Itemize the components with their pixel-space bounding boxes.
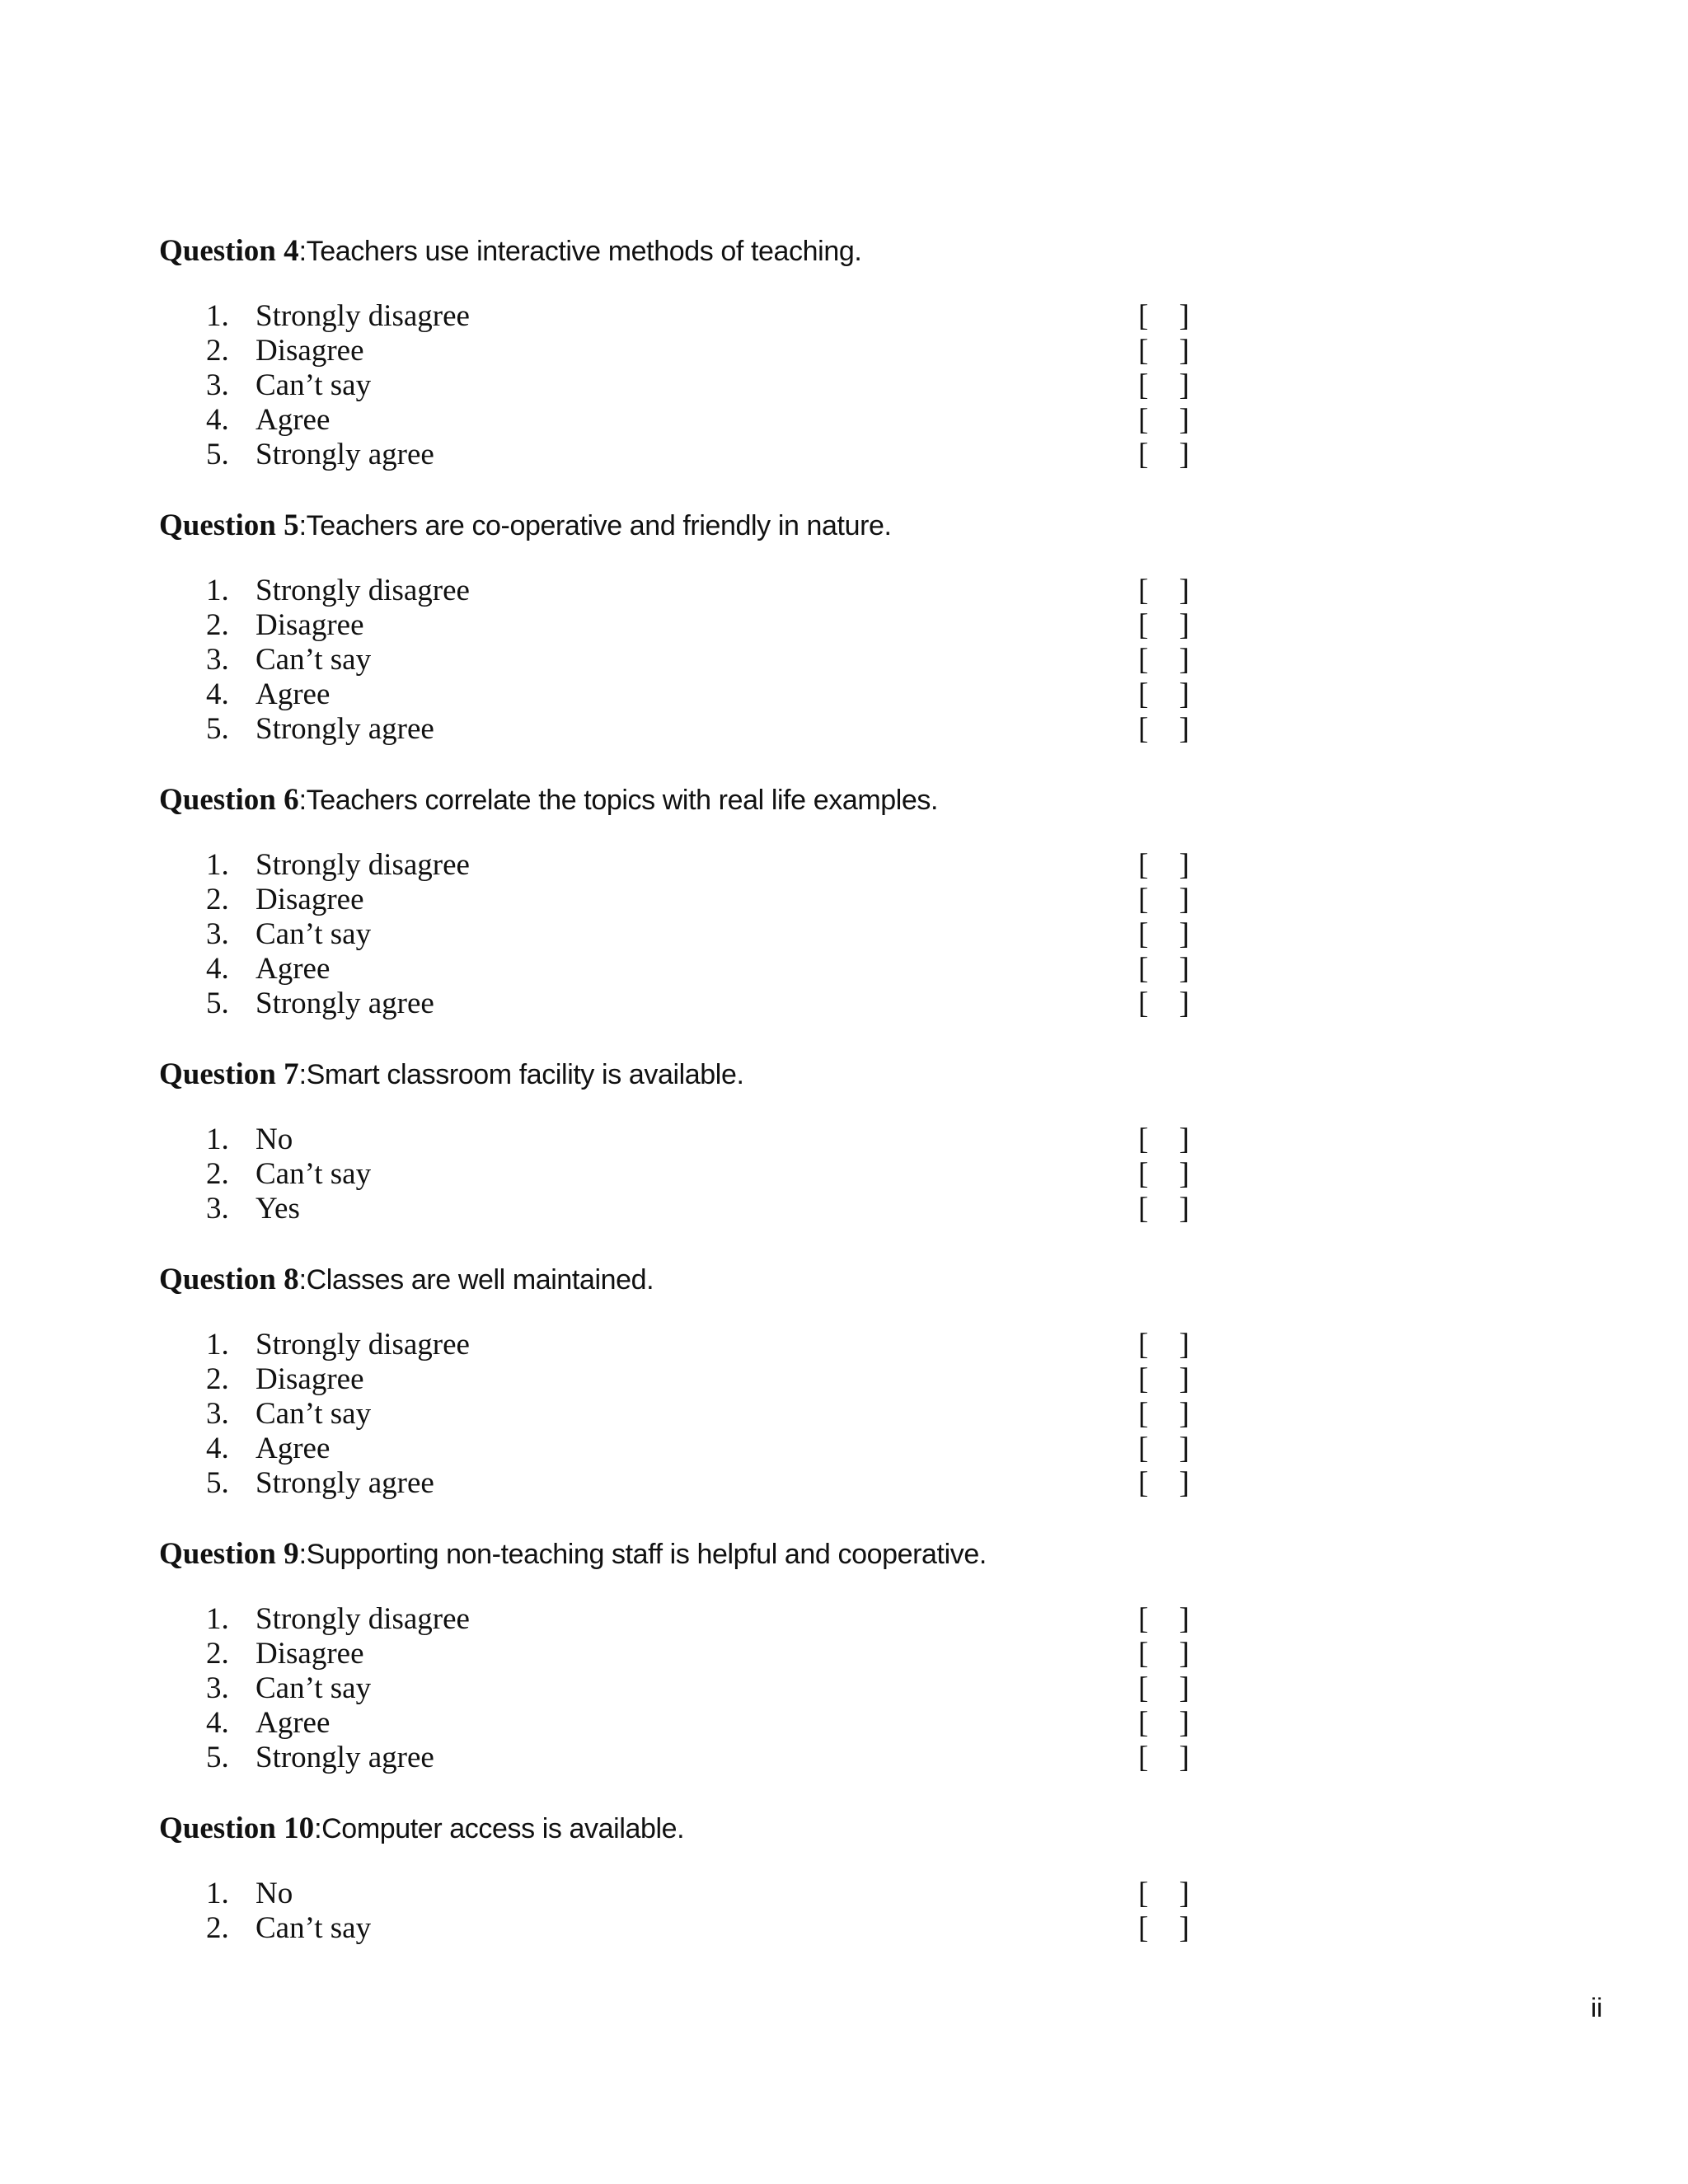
- option-checkbox[interactable]: [1138, 1122, 1189, 1157]
- answer-option: [159, 1157, 1231, 1192]
- checkbox-close-bracket: ]: [1179, 1466, 1189, 1500]
- answer-option: [159, 1637, 1231, 1671]
- checkbox-close-bracket: ]: [1179, 1741, 1189, 1774]
- option-checkbox[interactable]: [1138, 848, 1189, 883]
- option-label: Agree: [256, 1432, 331, 1465]
- answer-option: [159, 403, 1231, 438]
- option-checkbox[interactable]: [1138, 574, 1189, 608]
- checkbox-close-bracket: ]: [1179, 368, 1189, 402]
- option-checkbox[interactable]: [1138, 1466, 1189, 1501]
- answer-option: [159, 643, 1231, 677]
- option-checkbox[interactable]: [1138, 1328, 1189, 1362]
- option-checkbox[interactable]: [1138, 1192, 1189, 1226]
- question-block: [159, 1258, 1231, 1501]
- question-separator: :: [298, 1539, 307, 1570]
- answer-option: [159, 848, 1231, 883]
- option-checkbox[interactable]: [1138, 1397, 1189, 1432]
- answer-option: [159, 1397, 1231, 1432]
- question-heading: [159, 1052, 1231, 1097]
- answer-option: [159, 712, 1231, 747]
- option-checkbox[interactable]: [1138, 1671, 1189, 1706]
- option-number: 3.: [206, 1671, 229, 1705]
- answer-option: [159, 299, 1231, 334]
- checkbox-open-bracket: [: [1138, 712, 1149, 746]
- answer-option: [159, 1328, 1231, 1362]
- answer-option: [159, 677, 1231, 712]
- question-text: Computer access is available.: [321, 1813, 685, 1844]
- checkbox-open-bracket: [: [1138, 403, 1149, 437]
- option-label: No: [256, 1122, 293, 1156]
- checkbox-close-bracket: ]: [1179, 1706, 1189, 1740]
- question-block: [159, 1807, 1231, 1946]
- checkbox-open-bracket: [: [1138, 677, 1149, 711]
- checkbox-open-bracket: [: [1138, 1466, 1149, 1500]
- option-label: Agree: [256, 1706, 331, 1740]
- option-label: Strongly disagree: [256, 1602, 470, 1636]
- answer-option: [159, 987, 1231, 1021]
- option-checkbox[interactable]: [1138, 883, 1189, 917]
- question-text: Classes are well maintained.: [306, 1264, 654, 1296]
- option-number: 3.: [206, 1397, 229, 1431]
- checkbox-open-bracket: [: [1138, 608, 1149, 642]
- option-label: Strongly disagree: [256, 1328, 470, 1361]
- checkbox-open-bracket: [: [1138, 299, 1149, 333]
- checkbox-close-bracket: ]: [1179, 952, 1189, 986]
- answer-option: [159, 1911, 1231, 1946]
- checkbox-close-bracket: ]: [1179, 334, 1189, 368]
- option-checkbox[interactable]: [1138, 1602, 1189, 1637]
- answer-option: [159, 334, 1231, 368]
- checkbox-open-bracket: [: [1138, 334, 1149, 368]
- option-checkbox[interactable]: [1138, 1637, 1189, 1671]
- option-number: 2.: [206, 1157, 229, 1191]
- option-checkbox[interactable]: [1138, 403, 1189, 438]
- option-number: 1.: [206, 1122, 229, 1156]
- checkbox-close-bracket: ]: [1179, 883, 1189, 916]
- question-text: Smart classroom facility is available.: [306, 1059, 744, 1090]
- checkbox-open-bracket: [: [1138, 1602, 1149, 1636]
- question-heading: [159, 1258, 1231, 1302]
- checkbox-open-bracket: [: [1138, 883, 1149, 916]
- checkbox-close-bracket: ]: [1179, 438, 1189, 471]
- option-checkbox[interactable]: [1138, 1432, 1189, 1466]
- question-block: [159, 504, 1231, 747]
- question-text: Teachers are co-operative and friendly in nature.: [306, 510, 892, 541]
- option-label: Strongly agree: [256, 1466, 434, 1500]
- checkbox-open-bracket: [: [1138, 643, 1149, 677]
- question-label: Question 8: [159, 1263, 299, 1296]
- checkbox-open-bracket: [: [1138, 987, 1149, 1020]
- question-label: Question 10: [159, 1811, 315, 1845]
- question-text: Teachers use interactive methods of teaching.: [306, 236, 862, 267]
- checkbox-open-bracket: [: [1138, 368, 1149, 402]
- checkbox-close-bracket: ]: [1179, 608, 1189, 642]
- option-number: 3.: [206, 643, 229, 677]
- answer-option: [159, 1706, 1231, 1741]
- answer-option: [159, 1602, 1231, 1637]
- option-label: Can’t say: [256, 917, 372, 951]
- question-heading: [159, 229, 1231, 274]
- checkbox-close-bracket: ]: [1179, 917, 1189, 951]
- question-block: [159, 1532, 1231, 1775]
- checkbox-close-bracket: ]: [1179, 677, 1189, 711]
- question-separator: :: [298, 1264, 307, 1296]
- checkbox-open-bracket: [: [1138, 952, 1149, 986]
- option-checkbox[interactable]: [1138, 334, 1189, 368]
- question-block: [159, 1052, 1231, 1226]
- answer-option: [159, 1192, 1231, 1226]
- checkbox-open-bracket: [: [1138, 1192, 1149, 1226]
- option-checkbox[interactable]: [1138, 1157, 1189, 1192]
- checkbox-close-bracket: ]: [1179, 403, 1189, 437]
- option-checkbox[interactable]: [1138, 1741, 1189, 1775]
- option-checkbox[interactable]: [1138, 1911, 1189, 1946]
- answer-option: [159, 883, 1231, 917]
- option-label: Can’t say: [256, 1671, 372, 1705]
- option-label: Strongly agree: [256, 712, 434, 746]
- checkbox-open-bracket: [: [1138, 1157, 1149, 1191]
- option-number: 1.: [206, 574, 229, 607]
- option-number: 1.: [206, 1877, 229, 1910]
- option-label: Strongly agree: [256, 987, 434, 1020]
- checkbox-close-bracket: ]: [1179, 1362, 1189, 1396]
- checkbox-open-bracket: [: [1138, 1911, 1149, 1945]
- option-checkbox[interactable]: [1138, 438, 1189, 472]
- question-text: Teachers correlate the topics with real life examples.: [306, 785, 939, 816]
- option-number: 4.: [206, 952, 229, 986]
- option-label: Strongly agree: [256, 438, 434, 471]
- option-number: 2.: [206, 883, 229, 916]
- checkbox-open-bracket: [: [1138, 1877, 1149, 1910]
- option-label: Can’t say: [256, 368, 372, 402]
- question-heading: [159, 504, 1231, 548]
- option-number: 5.: [206, 712, 229, 746]
- option-label: Can’t say: [256, 1157, 372, 1191]
- option-label: Can’t say: [256, 1911, 372, 1945]
- option-label: Can’t say: [256, 1397, 372, 1431]
- option-checkbox[interactable]: [1138, 608, 1189, 643]
- checkbox-open-bracket: [: [1138, 1362, 1149, 1396]
- option-number: 1.: [206, 1602, 229, 1636]
- answer-option: [159, 1671, 1231, 1706]
- question-label: Question 4: [159, 234, 299, 268]
- checkbox-close-bracket: ]: [1179, 1637, 1189, 1671]
- option-label: Yes: [256, 1192, 300, 1226]
- answer-option: [159, 368, 1231, 403]
- option-checkbox[interactable]: [1138, 917, 1189, 952]
- checkbox-close-bracket: ]: [1179, 1122, 1189, 1156]
- checkbox-open-bracket: [: [1138, 1432, 1149, 1465]
- option-checkbox[interactable]: [1138, 1362, 1189, 1397]
- option-checkbox[interactable]: [1138, 368, 1189, 403]
- question-list: [159, 229, 1231, 1977]
- option-label: Disagree: [256, 334, 364, 368]
- option-checkbox[interactable]: [1138, 1877, 1189, 1911]
- option-label: Strongly agree: [256, 1741, 434, 1774]
- option-checkbox[interactable]: [1138, 299, 1189, 334]
- checkbox-open-bracket: [: [1138, 848, 1149, 882]
- answer-option: [159, 1362, 1231, 1397]
- question-label: Question 6: [159, 783, 299, 817]
- answer-option: [159, 574, 1231, 608]
- question-separator: :: [298, 510, 307, 541]
- answer-option: [159, 1741, 1231, 1775]
- option-checkbox[interactable]: [1138, 1706, 1189, 1741]
- question-separator: :: [314, 1813, 322, 1844]
- question-heading: [159, 778, 1231, 823]
- question-separator: :: [298, 785, 307, 816]
- checkbox-close-bracket: ]: [1179, 1432, 1189, 1465]
- answer-option: [159, 1466, 1231, 1501]
- question-heading: [159, 1532, 1231, 1577]
- option-checkbox[interactable]: [1138, 712, 1189, 747]
- option-number: 2.: [206, 1911, 229, 1945]
- checkbox-open-bracket: [: [1138, 1706, 1149, 1740]
- option-number: 2.: [206, 334, 229, 368]
- checkbox-close-bracket: ]: [1179, 1911, 1189, 1945]
- answer-option: [159, 438, 1231, 472]
- option-label: Disagree: [256, 1637, 364, 1671]
- checkbox-open-bracket: [: [1138, 1637, 1149, 1671]
- option-number: 2.: [206, 608, 229, 642]
- option-number: 4.: [206, 403, 229, 437]
- question-separator: :: [298, 236, 307, 267]
- answer-option: [159, 917, 1231, 952]
- checkbox-open-bracket: [: [1138, 574, 1149, 607]
- checkbox-close-bracket: ]: [1179, 1192, 1189, 1226]
- option-checkbox[interactable]: [1138, 643, 1189, 677]
- question-text: Supporting non-teaching staff is helpful and cooperative.: [306, 1539, 987, 1570]
- option-label: Agree: [256, 677, 331, 711]
- checkbox-open-bracket: [: [1138, 1328, 1149, 1361]
- answer-option: [159, 1432, 1231, 1466]
- checkbox-close-bracket: ]: [1179, 712, 1189, 746]
- option-number: 4.: [206, 677, 229, 711]
- option-number: 5.: [206, 1466, 229, 1500]
- question-label: Question 5: [159, 509, 299, 542]
- option-number: 3.: [206, 1192, 229, 1226]
- question-label: Question 9: [159, 1537, 299, 1571]
- option-checkbox[interactable]: [1138, 987, 1189, 1021]
- page-number: ii: [1591, 1993, 1603, 2022]
- checkbox-open-bracket: [: [1138, 1741, 1149, 1774]
- option-label: Disagree: [256, 1362, 364, 1396]
- checkbox-close-bracket: ]: [1179, 1328, 1189, 1361]
- checkbox-close-bracket: ]: [1179, 1602, 1189, 1636]
- option-number: 2.: [206, 1637, 229, 1671]
- checkbox-open-bracket: [: [1138, 1122, 1149, 1156]
- option-number: 1.: [206, 1328, 229, 1361]
- question-separator: :: [298, 1059, 307, 1090]
- option-label: No: [256, 1877, 293, 1910]
- option-checkbox[interactable]: [1138, 952, 1189, 987]
- option-label: Disagree: [256, 883, 364, 916]
- question-block: [159, 229, 1231, 472]
- option-label: Can’t say: [256, 643, 372, 677]
- option-number: 5.: [206, 987, 229, 1020]
- option-number: 5.: [206, 438, 229, 471]
- checkbox-close-bracket: ]: [1179, 1877, 1189, 1910]
- checkbox-open-bracket: [: [1138, 1671, 1149, 1705]
- option-number: 3.: [206, 917, 229, 951]
- answer-option: [159, 952, 1231, 987]
- answer-option: [159, 608, 1231, 643]
- checkbox-open-bracket: [: [1138, 438, 1149, 471]
- checkbox-open-bracket: [: [1138, 1397, 1149, 1431]
- checkbox-open-bracket: [: [1138, 917, 1149, 951]
- checkbox-close-bracket: ]: [1179, 1157, 1189, 1191]
- question-block: [159, 778, 1231, 1021]
- option-number: 2.: [206, 1362, 229, 1396]
- option-number: 5.: [206, 1741, 229, 1774]
- question-label: Question 7: [159, 1057, 299, 1091]
- option-number: 1.: [206, 848, 229, 882]
- checkbox-close-bracket: ]: [1179, 987, 1189, 1020]
- question-heading: [159, 1807, 1231, 1851]
- checkbox-close-bracket: ]: [1179, 1671, 1189, 1705]
- option-label: Agree: [256, 403, 331, 437]
- checkbox-close-bracket: ]: [1179, 848, 1189, 882]
- answer-option: [159, 1122, 1231, 1157]
- checkbox-close-bracket: ]: [1179, 574, 1189, 607]
- checkbox-close-bracket: ]: [1179, 643, 1189, 677]
- checkbox-close-bracket: ]: [1179, 1397, 1189, 1431]
- option-label: Strongly disagree: [256, 574, 470, 607]
- option-number: 1.: [206, 299, 229, 333]
- option-label: Strongly disagree: [256, 299, 470, 333]
- option-checkbox[interactable]: [1138, 677, 1189, 712]
- option-number: 4.: [206, 1432, 229, 1465]
- option-number: 4.: [206, 1706, 229, 1740]
- answer-option: [159, 1877, 1231, 1911]
- option-label: Agree: [256, 952, 331, 986]
- checkbox-close-bracket: ]: [1179, 299, 1189, 333]
- option-label: Disagree: [256, 608, 364, 642]
- option-label: Strongly disagree: [256, 848, 470, 882]
- option-number: 3.: [206, 368, 229, 402]
